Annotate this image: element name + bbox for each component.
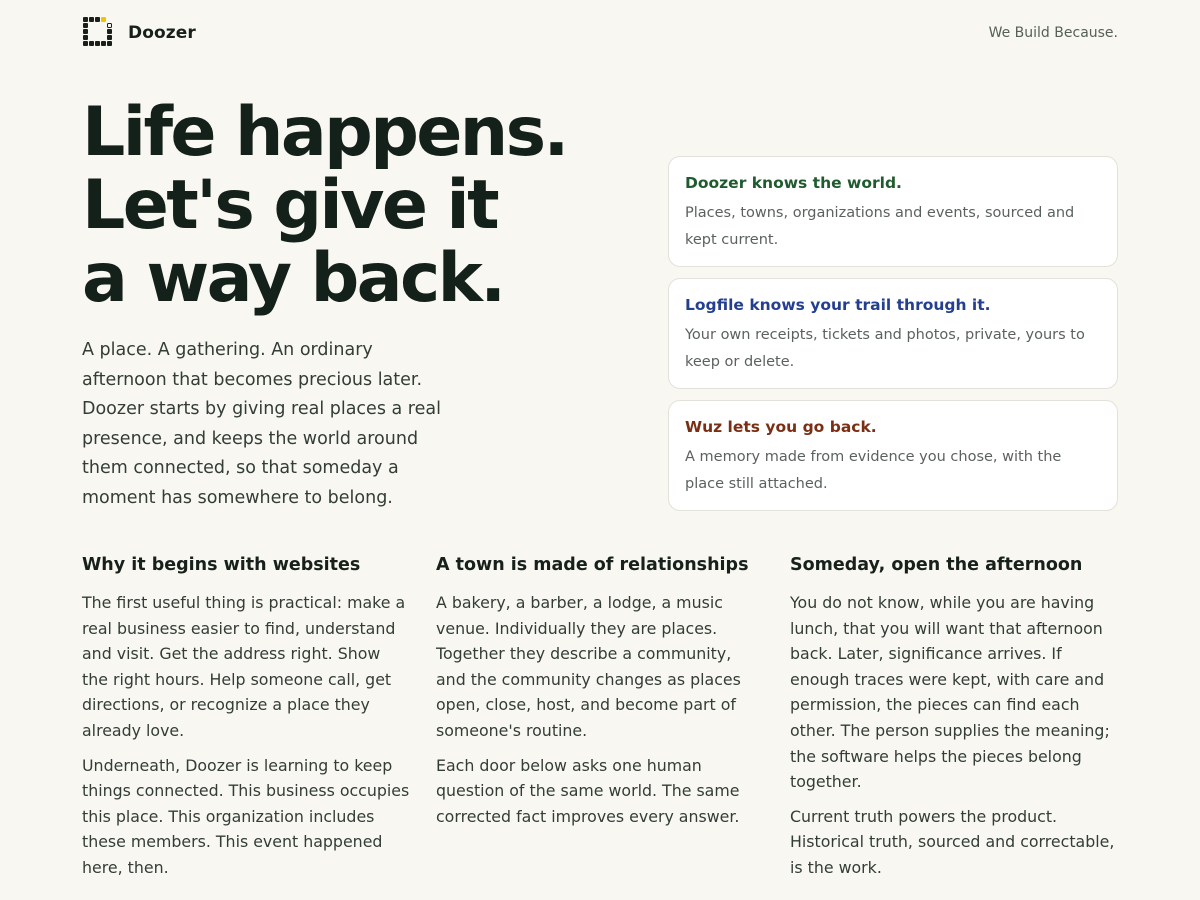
card-wuz bbox=[668, 400, 1118, 511]
section-paragraph: Each door below asks one human question of the same world. The same corrected fact improves every answer. bbox=[436, 755, 740, 826]
section-websites bbox=[82, 552, 410, 890]
hero-title-line: Let's give it bbox=[82, 166, 498, 245]
site-header bbox=[82, 14, 1118, 52]
section-paragraph: A bakery, a barber, a lodge, a music venue. Individually they are places. Together they describe a community, and the community changes as places open, close, host, and become part of someone's routine. bbox=[436, 593, 741, 740]
card-title: Doozer knows the world. bbox=[685, 174, 902, 192]
brand-home-link[interactable] bbox=[82, 16, 196, 50]
product-cards bbox=[668, 156, 1118, 522]
card-title: Wuz lets you go back. bbox=[685, 418, 877, 436]
card-title: Logfile knows your trail through it. bbox=[685, 296, 991, 314]
hero-title bbox=[82, 93, 642, 318]
tagline: We Build Because. bbox=[988, 25, 1118, 41]
section-heading: A town is made of relationships bbox=[436, 555, 749, 575]
story-sections bbox=[82, 552, 1118, 890]
card-text: Places, towns, organizations and events, sourced and kept current. bbox=[685, 205, 1075, 248]
card-doozer bbox=[668, 156, 1118, 267]
card-logfile bbox=[668, 278, 1118, 389]
section-heading: Someday, open the afternoon bbox=[790, 555, 1083, 575]
hero-title-line: a way back. bbox=[82, 239, 504, 318]
section-paragraph: Current truth powers the product. Historical truth, sourced and correctable, is the work. bbox=[790, 806, 1115, 877]
doozer-logo-icon bbox=[82, 16, 116, 50]
section-paragraph: The first useful thing is practical: make a real business easier to find, understand and visit. Get the address right. Show the right hours. Help someone call, get directions, or recognize a place they already love. bbox=[82, 593, 406, 740]
section-paragraph: You do not know, while you are having lunch, that you will want that afternoon back. Later, significance arrives. If enough traces were kept, with care and permission, the pieces can find each other. The person supplies the meaning; the software helps the pieces belong together. bbox=[790, 593, 1110, 792]
section-heading: Why it begins with websites bbox=[82, 555, 361, 575]
card-text: A memory made from evidence you chose, with the place still attached. bbox=[685, 449, 1062, 492]
hero-lede: A place. A gathering. An ordinary afternoon that becomes precious later. Doozer starts by giving real places a real presence, and keeps the world around them connected, so that someday a moment has somewhere to belong. bbox=[82, 340, 441, 508]
section-afternoon bbox=[790, 552, 1118, 890]
section-relationships bbox=[436, 552, 764, 890]
brand-name: Doozer bbox=[128, 23, 196, 43]
hero-title-line: Life happens. bbox=[82, 93, 567, 172]
section-paragraph: Underneath, Doozer is learning to keep things connected. This business occupies this place. This organization includes these members. This event happened here, then. bbox=[82, 755, 410, 877]
card-text: Your own receipts, tickets and photos, private, yours to keep or delete. bbox=[685, 327, 1085, 370]
